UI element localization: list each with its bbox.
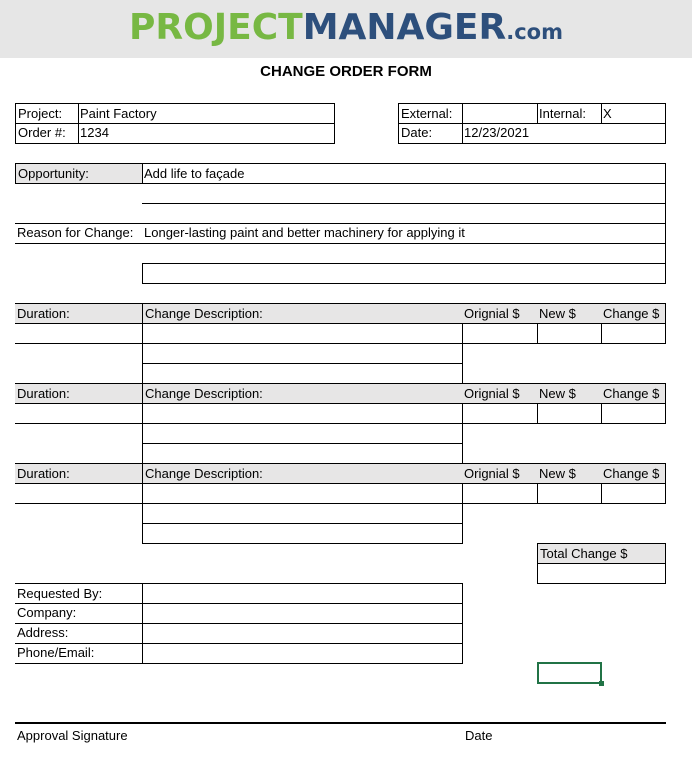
requested-by-label: Requested By: — [15, 583, 143, 604]
opportunity-row-2[interactable] — [142, 183, 666, 204]
external-label: External: — [398, 103, 463, 124]
reason-row-2[interactable] — [142, 243, 666, 264]
total-change-value-cell[interactable] — [537, 563, 666, 584]
change-amount-cell[interactable] — [601, 403, 666, 424]
logo-com-text: .com — [506, 20, 563, 44]
date-value-cell[interactable]: 12/23/2021 — [462, 123, 666, 144]
external-value-cell[interactable] — [462, 103, 538, 124]
duration-value-cell[interactable] — [15, 323, 143, 344]
duration-label: Duration: — [15, 303, 143, 324]
change-description-row-3[interactable] — [142, 443, 463, 464]
opportunity-row-3[interactable] — [142, 203, 666, 224]
new-amount-cell[interactable] — [537, 483, 602, 504]
change-description-label: Change Description: — [142, 383, 463, 404]
project-label: Project: — [15, 103, 79, 124]
address-value-cell[interactable] — [142, 623, 463, 644]
new-amount-label: New $ — [537, 383, 602, 404]
company-value-cell[interactable] — [142, 603, 463, 624]
form-title: CHANGE ORDER FORM — [260, 63, 432, 80]
requested-by-value-cell[interactable] — [142, 583, 463, 604]
company-label: Company: — [15, 603, 143, 624]
approval-signature-label: Approval Signature — [17, 728, 128, 743]
logo-manager-text: MANAGER — [302, 7, 507, 48]
change-description-row-3[interactable] — [142, 363, 463, 384]
new-amount-label: New $ — [537, 463, 602, 484]
reason-row-3[interactable] — [142, 263, 666, 284]
internal-label: Internal: — [537, 103, 602, 124]
change-description-row-2[interactable] — [142, 343, 463, 364]
logo-project-text: PROJECT — [129, 7, 303, 48]
original-amount-label: Orignial $ — [462, 303, 538, 324]
selected-cell-outline[interactable] — [537, 662, 602, 684]
original-amount-label: Orignial $ — [462, 463, 538, 484]
projectmanager-logo — [0, 0, 692, 63]
order-value-cell[interactable]: 1234 — [78, 123, 335, 144]
change-description-cell[interactable] — [142, 483, 463, 504]
change-description-cell[interactable] — [142, 403, 463, 424]
address-label: Address: — [15, 623, 143, 644]
change-description-row-2[interactable] — [142, 423, 463, 444]
opportunity-left-spacer — [15, 203, 143, 224]
new-amount-cell[interactable] — [537, 323, 602, 344]
change-description-label: Change Description: — [142, 463, 463, 484]
duration-label: Duration: — [15, 383, 143, 404]
original-amount-cell[interactable] — [462, 483, 538, 504]
opportunity-value-cell[interactable]: Add life to façade — [142, 163, 666, 184]
change-description-row-2[interactable] — [142, 503, 463, 524]
original-amount-label: Orignial $ — [462, 383, 538, 404]
order-label: Order #: — [15, 123, 79, 144]
brand-header — [0, 0, 692, 58]
new-amount-cell[interactable] — [537, 403, 602, 424]
change-amount-label: Change $ — [601, 463, 666, 484]
project-value-cell[interactable]: Paint Factory — [78, 103, 335, 124]
change-amount-cell[interactable] — [601, 323, 666, 344]
change-description-row-3[interactable] — [142, 523, 463, 544]
phone-email-label: Phone/Email: — [15, 643, 143, 664]
duration-label: Duration: — [15, 463, 143, 484]
duration-value-cell[interactable] — [15, 483, 143, 504]
change-description-cell[interactable] — [142, 323, 463, 344]
change-amount-label: Change $ — [601, 383, 666, 404]
original-amount-cell[interactable] — [462, 403, 538, 424]
change-description-label: Change Description: — [142, 303, 463, 324]
phone-email-value-cell[interactable] — [142, 643, 463, 664]
original-amount-cell[interactable] — [462, 323, 538, 344]
internal-value-cell[interactable]: X — [601, 103, 666, 124]
signature-line — [15, 722, 666, 724]
opportunity-label: Opportunity: — [15, 163, 143, 184]
change-amount-cell[interactable] — [601, 483, 666, 504]
date-label: Date: — [398, 123, 463, 144]
reason-label: Reason for Change: — [15, 223, 143, 244]
fill-handle[interactable] — [599, 681, 604, 686]
duration-value-cell[interactable] — [15, 403, 143, 424]
signature-date-label: Date — [465, 728, 493, 743]
new-amount-label: New $ — [537, 303, 602, 324]
change-amount-label: Change $ — [601, 303, 666, 324]
total-change-label: Total Change $ — [537, 543, 666, 564]
reason-value-cell[interactable]: Longer-lasting paint and better machinery for applying it — [142, 223, 666, 244]
